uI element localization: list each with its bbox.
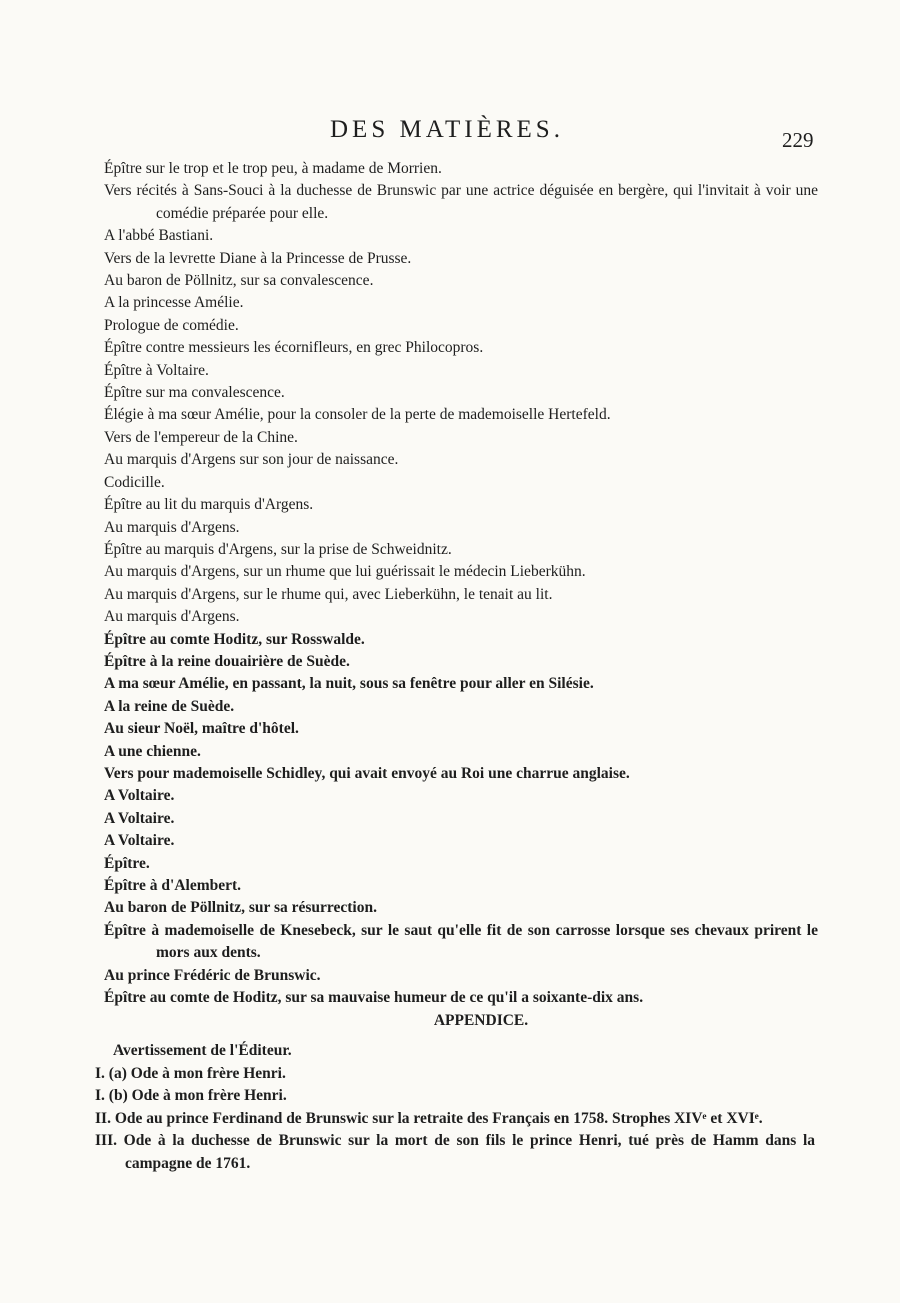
appendix-entry: II. Ode au prince Ferdinand de Brunswic sur la retraite des Français en 1758. Strophes XIVᵉ et XVIᵉ. — [95, 1109, 763, 1127]
toc-entry: Épître. — [104, 854, 150, 872]
toc-entry: Épître à mademoiselle de Knesebeck, sur le saut qu'elle fit de son carrosse lorsque ses chevaux prirent le mors aux dents. — [104, 921, 818, 962]
toc-entry: Épître contre messieurs les écornifleurs, en grec Philocopros. — [104, 339, 484, 357]
toc-entry: Vers de l'empereur de la Chine. — [104, 428, 298, 446]
toc-entry: Épître au marquis d'Argens, sur la prise de Schweidnitz. — [104, 540, 452, 558]
toc-entry: Prologue de comédie. — [104, 316, 239, 334]
appendix-entry: III. Ode à la duchesse de Brunswic sur la mort de son fils le prince Henri, tué près de Hamm dans la campagne de 1761. — [95, 1132, 815, 1172]
toc-entry: Au prince Frédéric de Brunswic. — [104, 966, 321, 984]
toc-entry: Épître à la reine douairière de Suède. — [104, 652, 350, 670]
page-header — [0, 116, 900, 156]
toc-entry: Au marquis d'Argens sur son jour de naissance. — [104, 451, 399, 469]
toc-entry: Élégie à ma sœur Amélie, pour la consoler de la perte de mademoiselle Hertefeld. — [104, 406, 611, 424]
toc-entry: Épître au lit du marquis d'Argens. — [104, 496, 314, 514]
toc-entry: A Voltaire. — [104, 809, 175, 827]
toc-entry: Épître sur ma convalescence. — [104, 384, 285, 402]
toc-entry: Épître à Voltaire. — [104, 361, 209, 379]
toc-entry: A Voltaire. — [104, 787, 175, 805]
toc-entry: Épître au comte de Hoditz, sur sa mauvaise humeur de ce qu'il a soixante-dix ans. — [104, 989, 644, 1007]
toc-entry: Au marquis d'Argens. — [104, 608, 240, 626]
appendix-section — [95, 1040, 815, 1176]
toc-entry: Épître à d'Alembert. — [104, 877, 242, 894]
toc-entry: Au baron de Pöllnitz, sur sa convalescence. — [104, 272, 374, 290]
toc-entry: A la princesse Amélie. — [104, 294, 244, 312]
toc-entry: A l'abbé Bastiani. — [104, 227, 214, 245]
appendix-heading: APPENDICE. — [433, 1012, 529, 1030]
running-title: DES MATIÈRES. — [330, 116, 564, 143]
appendix-entry: I. (b) Ode à mon frère Henri. — [95, 1087, 287, 1105]
page-number: 229 — [782, 128, 814, 152]
toc-entry: Vers récités à Sans-Souci à la duchesse de Brunswic par une actrice déguisée en bergère, qui l'invitait à voir une comédie préparée pour elle. — [104, 182, 818, 222]
toc-entry: Codicille. — [104, 473, 165, 491]
toc-entry: Au marquis d'Argens, sur le rhume qui, avec Lieberkühn, le tenait au lit. — [104, 585, 553, 603]
toc-entry: Au marquis d'Argens. — [104, 518, 240, 536]
toc-entry: Épître au comte Hoditz, sur Rosswalde. — [104, 630, 365, 648]
appendix-entry: I. (a) Ode à mon frère Henri. — [95, 1064, 286, 1082]
toc-entry: A une chienne. — [104, 742, 201, 760]
toc-entry: A ma sœur Amélie, en passant, la nuit, sous sa fenêtre pour aller en Silésie. — [104, 675, 594, 693]
toc-entry: Au baron de Pöllnitz, sur sa résurrection. — [104, 899, 377, 917]
toc-entry: Vers de la levrette Diane à la Princesse de Prusse. — [104, 249, 412, 267]
toc-entry: Épître sur le trop et le trop peu, à madame de Morrien. — [104, 160, 442, 177]
table-of-contents — [104, 158, 818, 1033]
toc-entry: A la reine de Suède. — [104, 697, 235, 715]
toc-entry: Au marquis d'Argens, sur un rhume que lui guérissait le médecin Lieberkühn. — [104, 563, 586, 581]
appendix-intro: Avertissement de l'Éditeur. — [113, 1042, 292, 1059]
toc-entry: Au sieur Noël, maître d'hôtel. — [104, 720, 299, 738]
toc-entry: Vers pour mademoiselle Schidley, qui avait envoyé au Roi une charrue anglaise. — [104, 764, 630, 782]
toc-entry: A Voltaire. — [104, 832, 175, 850]
